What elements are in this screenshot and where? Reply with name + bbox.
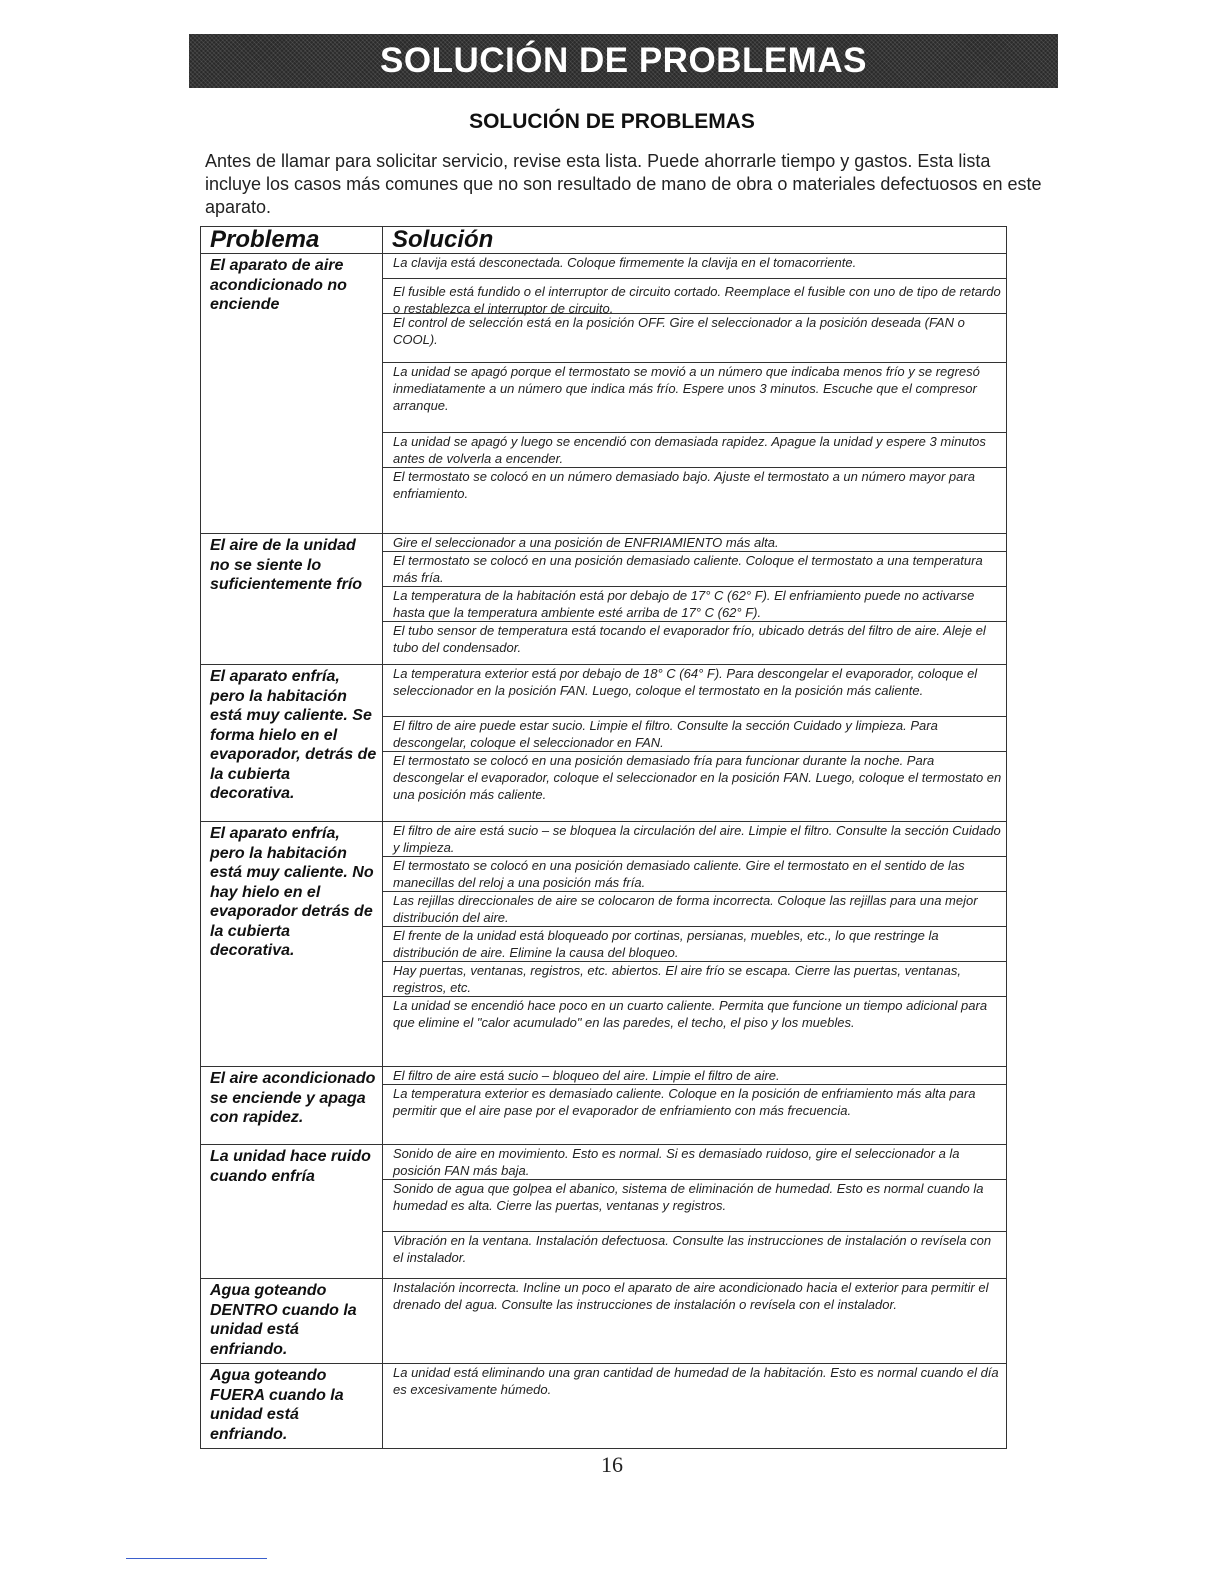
banner-title: SOLUCIÓN DE PROBLEMAS	[380, 41, 867, 80]
page-number: 16	[601, 1452, 623, 1477]
solution-item: La clavija está desconectada. Coloque firmemente la clavija en el tomacorriente.	[383, 254, 1006, 279]
section-title: SOLUCIÓN DE PROBLEMAS	[469, 110, 755, 133]
footer-rule	[126, 1558, 267, 1559]
solution-item: La temperatura exterior es demasiado caliente. Coloque en la posición de enfriamiento más alta para permitir que el aire pase por el evaporador de enfriamiento con más frecuencia.	[393, 1086, 976, 1118]
solution-item: Vibración en la ventana. Instalación defectuosa. Consulte las instrucciones de instalación o revísela con el instalador.	[393, 1233, 992, 1265]
table-header-row	[201, 227, 1007, 254]
table-row	[201, 534, 1007, 665]
solution-item: Instalación incorrecta. Incline un poco el aparato de aire acondicionado hacia el exterior para permitir el drenado del agua. Consulte las instrucciones de instalación o revísela con el instalador.	[393, 1280, 989, 1312]
header-solution: Solución	[383, 227, 1007, 254]
solutions-cell	[383, 1067, 1007, 1145]
solution-item: El frente de la unidad está bloqueado por cortinas, persianas, muebles, etc., lo que restringe la distribución de aire. Elimine la causa del bloqueo.	[383, 927, 1006, 962]
solution-item: El termostato se colocó en un número demasiado bajo. Ajuste el termostato a un número mayor para enfriamiento.	[393, 469, 975, 501]
solution-item: El termostato se colocó en una posición demasiado caliente. Coloque el termostato a una temperatura más fría.	[383, 552, 1006, 587]
problem-cell: El aparato enfría, pero la habitación está muy caliente. Se forma hielo en el evaporador, detrás de la cubierta decorativa.	[201, 665, 383, 822]
problem-cell: El aparato enfría, pero la habitación está muy caliente. No hay hielo en el evaporador detrás de la cubierta decorativa.	[201, 822, 383, 1067]
solutions-cell	[383, 822, 1007, 1067]
problem-cell: La unidad hace ruido cuando enfría	[201, 1145, 383, 1279]
solution-item: La unidad se encendió hace poco en un cuarto caliente. Permita que funcione un tiempo adicional para que elimine el "calor acumulado" en las paredes, el techo, el piso y los muebles.	[393, 998, 988, 1030]
solutions-cell	[383, 665, 1007, 822]
solution-item: La temperatura de la habitación está por debajo de 17° C (62° F). El enfriamiento puede no activarse hasta que la temperatura ambiente esté arriba de 17° C (62° F).	[383, 587, 1006, 622]
solutions-cell	[383, 534, 1007, 665]
solution-item: Las rejillas direccionales de aire se colocaron de forma incorrecta. Coloque las rejillas para una mejor distribución del aire.	[383, 892, 1006, 927]
problem-cell: El aire acondicionado se enciende y apaga con rapidez.	[201, 1067, 383, 1145]
solution-item: Sonido de agua que golpea el abanico, sistema de eliminación de humedad. Esto es normal cuando la humedad es alta. Cierre las puertas, ventanas y registros.	[383, 1180, 1006, 1232]
problem-cell: El aire de la unidad no se siente lo suficientemente frío	[201, 534, 383, 665]
solution-item: La unidad está eliminando una gran cantidad de humedad de la habitación. Esto es normal cuando el día es excesivamente húmedo.	[393, 1365, 999, 1397]
header-problem: Problema	[201, 227, 383, 254]
table-row	[201, 1279, 1007, 1364]
solution-item: El filtro de aire está sucio – bloqueo del aire. Limpie el filtro de aire.	[383, 1067, 1006, 1085]
solution-item: La unidad se apagó porque el termostato se movió a un número que indicaba menos frío y se regresó inmediatamente a un número que indica más frío. Espere unos 3 minutos. Escuche que el compresor arranque.	[383, 363, 1006, 433]
problem-cell: El aparato de aire acondicionado no enciende	[201, 254, 383, 534]
solution-item: El termostato se colocó en una posición demasiado fría para funcionar durante la noche. Para descongelar el evaporador, coloque el seleccionador en la posición FAN. Luego, coloque el termostato en una posición más caliente.	[393, 753, 1002, 802]
intro-paragraph: Antes de llamar para solicitar servicio, revise esta lista. Puede ahorrarle tiempo y gastos. Esta lista incluye los casos más comunes que no son resultado de mano de obra o materiales defectuosos en este aparato.	[205, 151, 1042, 217]
problem-cell: Agua goteando DENTRO cuando la unidad está enfriando.	[201, 1279, 383, 1364]
table-row	[201, 254, 1007, 534]
solution-item: El fusible está fundido o el interruptor de circuito cortado. Reemplace el fusible con uno de tipo de retardo o restablezca el interruptor de circuito.	[383, 279, 1006, 314]
solution-item: El termostato se colocó en una posición demasiado caliente. Gire el termostato en el sentido de las manecillas del reloj a una posición más fría.	[383, 857, 1006, 892]
table-row	[201, 1364, 1007, 1449]
troubleshooting-table	[200, 226, 1007, 1449]
solutions-cell	[383, 1364, 1007, 1449]
problem-cell: Agua goteando FUERA cuando la unidad está enfriando.	[201, 1364, 383, 1449]
solution-item: El filtro de aire puede estar sucio. Limpie el filtro. Consulte la sección Cuidado y limpieza. Para descongelar, coloque el seleccionador en FAN.	[383, 717, 1006, 752]
solutions-cell	[383, 1145, 1007, 1279]
table-row	[201, 1145, 1007, 1279]
solution-item: El control de selección está en la posición OFF. Gire el seleccionador a la posición deseada (FAN o COOL).	[383, 314, 1006, 363]
solution-item: La unidad se apagó y luego se encendió con demasiada rapidez. Apague la unidad y espere 3 minutos antes de volverla a encender.	[383, 433, 1006, 468]
table-row	[201, 665, 1007, 822]
banner	[189, 34, 1058, 88]
table-row	[201, 1067, 1007, 1145]
solution-item: Hay puertas, ventanas, registros, etc. abiertos. El aire frío se escapa. Cierre las puertas, ventanas, registros, etc.	[383, 962, 1006, 997]
solution-item: La temperatura exterior está por debajo de 18° C (64° F). Para descongelar el evaporador, coloque el seleccionador en la posición FAN. Luego, coloque el termostato en la posición más caliente.	[383, 665, 1006, 717]
solution-item: El filtro de aire está sucio – se bloquea la circulación del aire. Limpie el filtro. Consulte la sección Cuidado y limpieza.	[383, 822, 1006, 857]
table-row	[201, 822, 1007, 1067]
solution-item: Sonido de aire en movimiento. Esto es normal. Si es demasiado ruidoso, gire el seleccionador a la posición FAN más baja.	[383, 1145, 1006, 1180]
solution-item: Gire el seleccionador a una posición de ENFRIAMIENTO más alta.	[383, 534, 1006, 552]
solutions-cell	[383, 1279, 1007, 1364]
solution-item: El tubo sensor de temperatura está tocando el evaporador frío, ubicado detrás del filtro de aire. Aleje el tubo del condensador.	[393, 623, 986, 655]
solutions-cell	[383, 254, 1007, 534]
